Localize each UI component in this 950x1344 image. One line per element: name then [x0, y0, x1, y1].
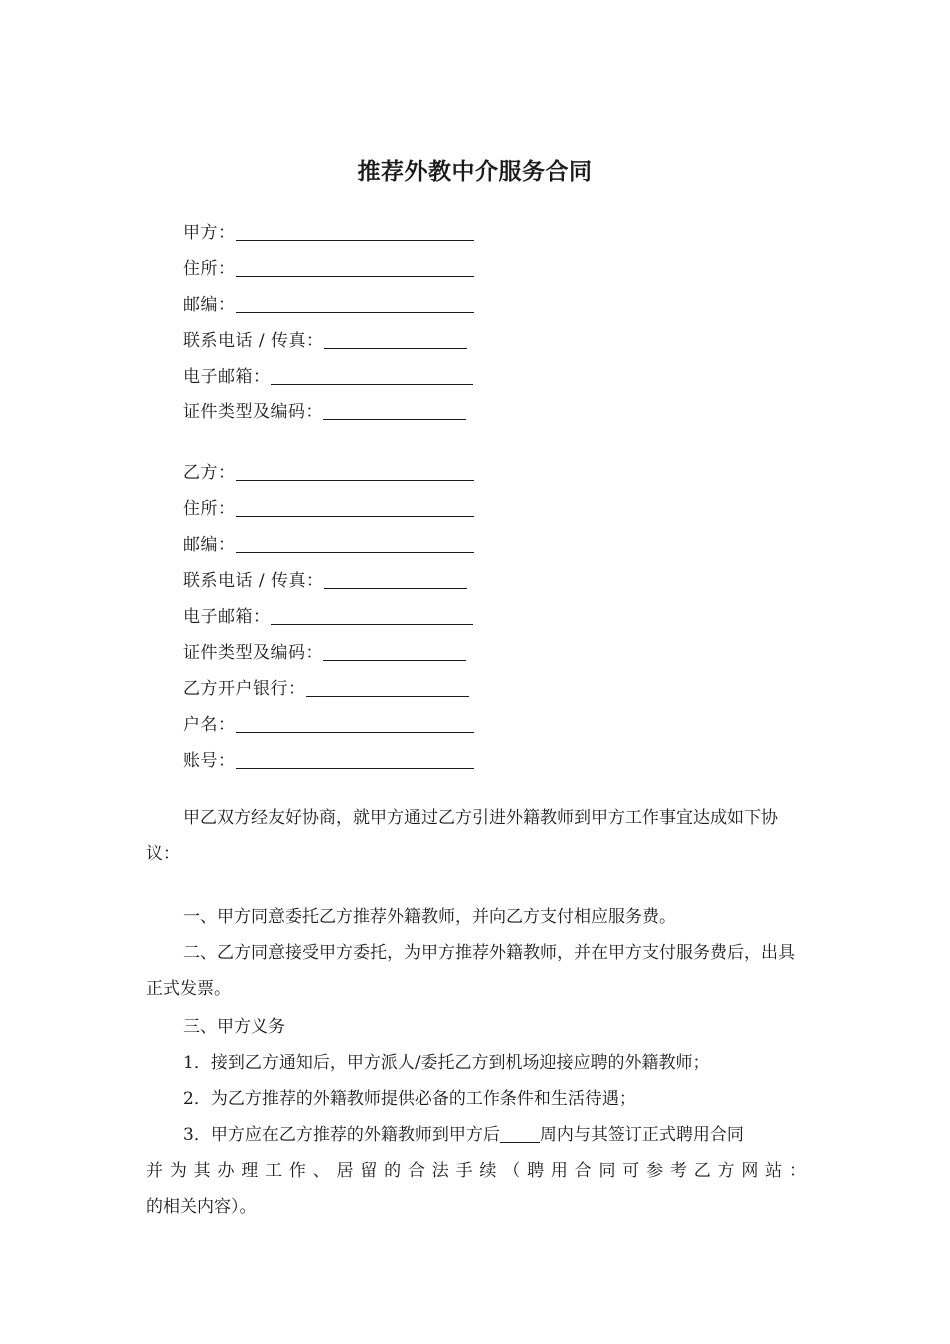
party-b-email-label: 电子邮箱： [183, 607, 271, 627]
party-b-email-blank [271, 624, 473, 625]
party-b-id-label: 证件类型及编码： [183, 643, 323, 663]
clause-2: 二、乙方同意接受甲方委托，为甲方推荐外籍教师，并在甲方支付服务费后，出具正式发票。 [146, 943, 795, 999]
party-b-bank-field [183, 675, 469, 699]
party-b-phone-blank [324, 588, 467, 589]
weeks-blank [500, 1124, 540, 1143]
party-b-account-no-label: 账号： [183, 751, 236, 771]
party-a-name-blank [236, 240, 474, 241]
party-b-name-label: 乙方： [183, 463, 236, 483]
party-a-address-field [183, 255, 474, 279]
party-b-phone-label: 联系电话 / 传真： [183, 571, 324, 591]
party-a-phone-label: 联系电话 / 传真： [183, 331, 324, 351]
party-b-account-name-field [183, 711, 474, 735]
party-b-account-no-field [183, 747, 474, 771]
party-a-phone-field [183, 327, 467, 351]
party-a-name-label: 甲方： [183, 223, 236, 243]
document-title: 推荐外教中介服务合同 [357, 159, 593, 185]
party-b-name-field [183, 459, 474, 483]
party-a-id-label: 证件类型及编码： [183, 402, 323, 422]
party-a-email-blank [271, 384, 473, 385]
party-b-bank-label: 乙方开户银行： [183, 679, 306, 699]
party-a-name-field [183, 219, 474, 243]
party-b-id-field [183, 639, 466, 663]
party-a-postcode-field [183, 291, 474, 315]
party-b-account-no-blank [236, 768, 474, 769]
clause-3-item-3-text-a: 3．甲方应在乙方推荐的外籍教师到甲方后 [183, 1125, 500, 1145]
clause-3-item-3-line-3: 的相关内容）。 [146, 1197, 257, 1217]
party-a-id-blank [323, 419, 466, 420]
party-b-postcode-label: 邮编： [183, 535, 236, 555]
party-a-postcode-blank [236, 312, 474, 313]
clause-3-item-3-text-b: 周内与其签订正式聘用合同 [539, 1125, 744, 1145]
party-a-address-blank [236, 276, 474, 277]
party-a-email-field [183, 363, 473, 387]
party-a-postcode-label: 邮编： [183, 295, 236, 315]
party-b-name-blank [236, 480, 474, 481]
clause-3-item-2: 2．为乙方推荐的外籍教师提供必备的工作条件和生活待遇； [183, 1089, 636, 1109]
clause-3-title: 三、甲方义务 [183, 1017, 285, 1037]
party-a-phone-blank [324, 348, 467, 349]
clause-3-item-3 [146, 1117, 806, 1153]
party-a-address-label: 住所： [183, 259, 236, 279]
party-b-phone-field [183, 567, 467, 591]
party-b-email-field [183, 603, 473, 627]
party-b-postcode-field [183, 531, 474, 555]
party-b-address-blank [236, 516, 474, 517]
party-b-address-label: 住所： [183, 499, 236, 519]
party-b-address-field [183, 495, 474, 519]
party-b-id-blank [323, 660, 466, 661]
party-b-postcode-blank [236, 552, 474, 553]
party-a-email-label: 电子邮箱： [183, 367, 271, 387]
intro-paragraph: 甲乙双方经友好协商，就甲方通过乙方引进外籍教师到甲方工作事宜达成如下协议： [146, 808, 778, 864]
party-a-id-field [183, 398, 466, 422]
clause-1: 一、甲方同意委托乙方推荐外籍教师，并向乙方支付相应服务费。 [183, 907, 676, 927]
party-b-bank-blank [306, 696, 469, 697]
party-b-account-name-blank [236, 732, 474, 733]
party-b-account-name-label: 户名： [183, 715, 236, 735]
clause-3-item-3-line-2: 并为其办理工作、居留的合法手续（聘用合同可参考乙方网站： [146, 1161, 806, 1181]
clause-3-item-1: 1．接到乙方通知后，甲方派人/委托乙方到机场迎接应聘的外籍教师； [183, 1053, 710, 1073]
